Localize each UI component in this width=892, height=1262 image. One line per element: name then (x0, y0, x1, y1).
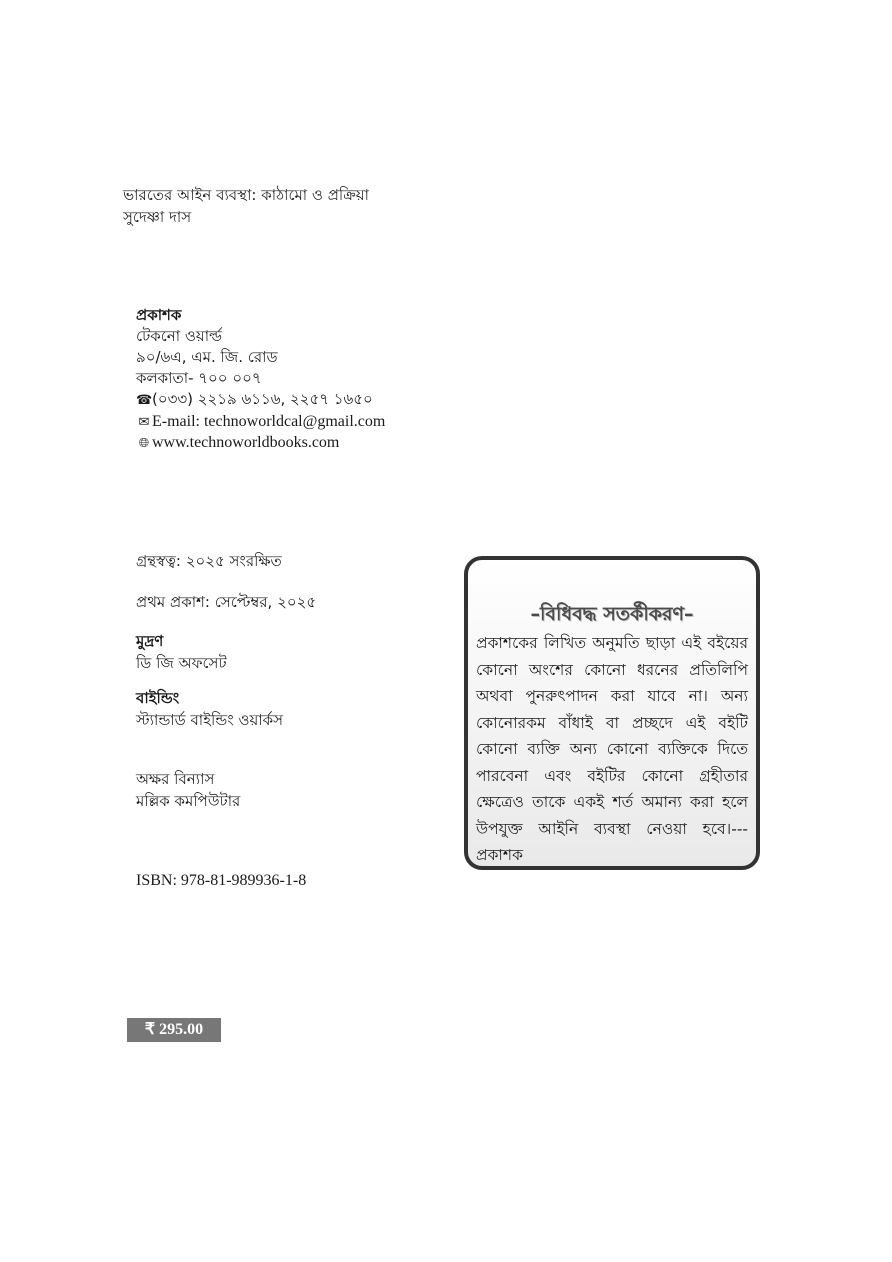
publisher-website[interactable]: www.technoworldbooks.com (152, 434, 340, 451)
printing-heading: মুদ্রণ (136, 632, 164, 650)
publisher-name: টেকনো ওয়ার্ল্ড (136, 327, 222, 345)
book-author: সুদেষ্ণা দাস (123, 208, 192, 226)
price-badge: ₹ 295.00 (127, 1018, 221, 1042)
typesetting-value: মল্লিক কমপিউটার (136, 792, 241, 810)
copyright-notice: গ্রন্থস্বত্ব: ২০২৫ সংরক্ষিত (136, 552, 282, 570)
globe-icon: 🌐︎ (138, 435, 150, 450)
publisher-phone-line (136, 389, 385, 411)
publisher-address: ৯০/৬এ, এম. জি. রোড (136, 348, 278, 366)
first-publication: প্রথম প্রকাশ: সেপ্টেম্বর, ২০২৫ (136, 593, 317, 611)
publisher-phone: (০৩৩) ২২১৯ ৬১১৬, ২২৫৭ ১৬৫০ (152, 390, 373, 408)
warning-body: প্রকাশকের লিখিত অনুমতি ছাড়া এই বইয়ের কোনো অংশের কোনো ধরনের প্রতিলিপি অথবা পুনরুৎপাদন করা যাবে না। অন্য কোনোরকম বাঁধাই বা প্রচ্ছদে এই বইটি কোনো ব্যক্তি অন্য কোনো ব্যক্তিকে দিতে পারবেনা এবং বইটির কোনো গ্রহীতার ক্ষেত্রেও তাকে একই শর্ত অমান্য করা হলে উপযুক্ত আইনি ব্যবস্থা নেওয়া হবে।---প্রকাশক (476, 634, 748, 864)
publisher-city: কলকাতা- ৭০০ ০০৭ (136, 369, 262, 387)
publisher-email-line (136, 411, 385, 432)
binding-value: স্ট্যান্ডার্ড বাইন্ডিং ওয়ার্কস (136, 711, 284, 729)
publisher-website-line (136, 432, 385, 453)
warning-title: –বিধিবদ্ধ সতর্কীকরণ– (530, 603, 694, 625)
publisher-block (136, 305, 385, 453)
typesetting-heading: অক্ষর বিন্যাস (136, 770, 215, 788)
book-title: ভারতের আইন ব্যবস্থা: কাঠামো ও প্রক্রিয়া (123, 186, 369, 204)
publisher-heading: প্রকাশক (136, 306, 182, 324)
phone-icon: ☎ (136, 393, 153, 408)
isbn: ISBN: 978-81-989936-1-8 (136, 872, 307, 889)
publisher-email[interactable]: E-mail: technoworldcal@gmail.com (152, 413, 386, 430)
envelope-icon: ✉ (138, 414, 150, 429)
printing-block (136, 630, 227, 674)
binding-heading: বাইন্ডিং (136, 689, 180, 707)
typesetting-block (136, 768, 240, 812)
warning-box (464, 556, 760, 870)
binding-block (136, 687, 283, 731)
printing-value: ডি জি অফসেট (136, 654, 227, 672)
title-block (123, 184, 369, 228)
